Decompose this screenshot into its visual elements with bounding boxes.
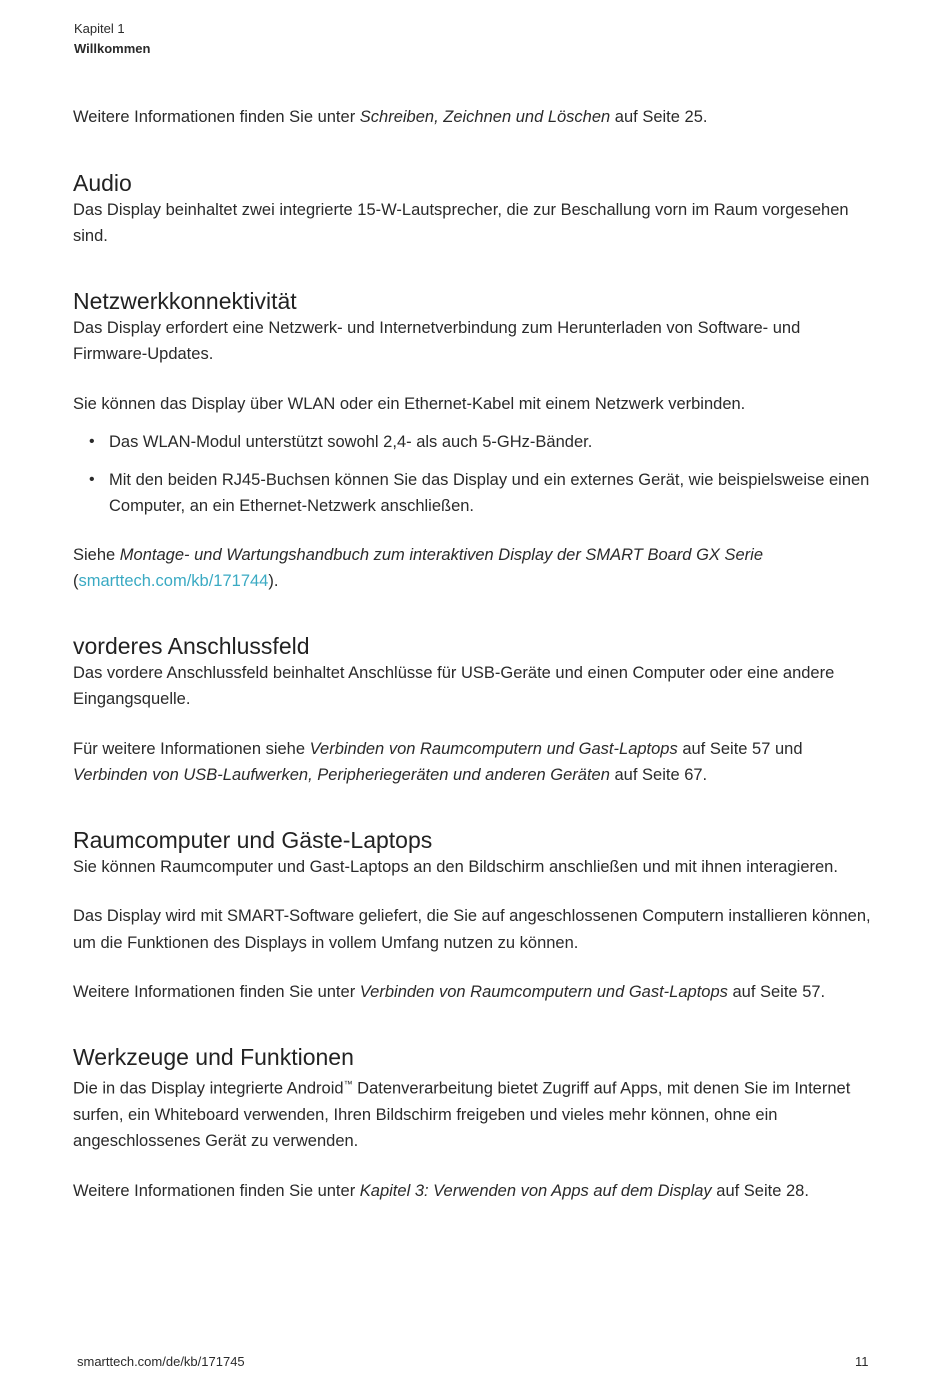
audio-paragraph: Das Display beinhaltet zwei integrierte 15-W-Lautsprecher, die zur Beschallung vorn im Raum vorgesehen sind.	[73, 200, 849, 245]
network-paragraph-1: Das Display erfordert eine Netzwerk- und Internetverbindung zum Herunterladen von Software- und Firmware-Updates.	[73, 318, 801, 363]
room-computers-paragraph-3: Weitere Informationen finden Sie unter Verbinden von Raumcomputern und Gast-Laptops auf Seite 57.	[73, 983, 826, 1001]
list-item: • Mit den beiden RJ45-Buchsen können Sie das Display und ein externes Gerät, wie beispielsweise einen Computer, an ein Ethernet-Netzwerk anschließen.	[73, 467, 873, 520]
page-header	[74, 19, 150, 59]
cross-reference-link[interactable]: Schreiben, Zeichnen und Löschen	[359, 108, 611, 126]
trademark-symbol: ™	[343, 1078, 353, 1089]
chapter-title: Willkommen	[74, 41, 151, 56]
section-heading-network: Netzwerkkonnektivität	[73, 287, 297, 314]
section-heading-front-panel: vorderes Anschlussfeld	[73, 632, 310, 659]
list-item: • Das WLAN-Modul unterstützt sowohl 2,4- als auch 5-GHz-Bänder.	[73, 429, 873, 456]
section-heading-audio: Audio	[73, 169, 132, 196]
room-computers-paragraph-1: Sie können Raumcomputer und Gast-Laptops an den Bildschirm anschließen und mit ihnen interagieren.	[73, 857, 838, 876]
cross-reference-link[interactable]: Kapitel 3: Verwenden von Apps auf dem Display	[359, 1181, 712, 1200]
cross-reference-link[interactable]: Verbinden von USB-Laufwerken, Peripheriegeräten und anderen Geräten	[73, 766, 610, 784]
tools-paragraph-1: Die in das Display integrierte Android™ Datenverarbeitung bietet Zugriff auf Apps, mit denen Sie im Internet surfen, ein Whiteboard verwenden, Ihren Bildschirm freigeben und vieles mehr können, ohne ein angeschlossenes Gerät zu verwenden.	[73, 1078, 851, 1150]
footer-url[interactable]: smarttech.com/de/kb/171745	[77, 1354, 245, 1369]
tools-paragraph-2: Weitere Informationen finden Sie unter Kapitel 3: Verwenden von Apps auf dem Display auf Seite 28.	[73, 1181, 809, 1200]
section-heading-tools: Werkzeuge und Funktionen	[73, 1043, 354, 1070]
front-panel-paragraph-1: Das vordere Anschlussfeld beinhaltet Anschlüsse für USB-Geräte und einen Computer oder eine andere Eingangsquelle.	[73, 663, 835, 708]
cross-reference-link[interactable]: Verbinden von Raumcomputern und Gast-Laptops	[359, 983, 728, 1001]
network-paragraph-2: Sie können das Display über WLAN oder ein Ethernet-Kabel mit einem Netzwerk verbinden.	[73, 394, 746, 413]
main-content	[73, 104, 873, 1204]
cross-reference-link[interactable]: Verbinden von Raumcomputern und Gast-Laptops	[309, 739, 678, 758]
network-bullet-list	[73, 429, 873, 520]
kb-link[interactable]: smarttech.com/kb/171744	[78, 572, 269, 590]
chapter-label: Kapitel 1	[74, 21, 125, 36]
cross-reference-link[interactable]: Montage- und Wartungshandbuch zum interaktiven Display der SMART Board GX Serie	[119, 545, 764, 564]
intro-paragraph: Weitere Informationen finden Sie unter Schreiben, Zeichnen und Löschen auf Seite 25.	[73, 108, 708, 126]
front-panel-paragraph-2: Für weitere Informationen siehe Verbinden von Raumcomputern und Gast-Laptops auf Seite 57 und Verbinden von USB-Laufwerken, Peripheriegeräten und anderen Geräten auf Seite 67.	[73, 739, 803, 784]
room-computers-paragraph-2: Das Display wird mit SMART-Software geliefert, die Sie auf angeschlossenen Computern installieren können, um die Funktionen des Displays in vollem Umfang nutzen zu können.	[73, 907, 871, 952]
section-heading-room-computers: Raumcomputer und Gäste-Laptops	[73, 826, 433, 853]
page-number: 11	[855, 1354, 869, 1369]
network-see-paragraph: Siehe Montage- und Wartungshandbuch zum interaktiven Display der SMART Board GX Serie (smarttech.com/kb/171744).	[73, 545, 764, 590]
